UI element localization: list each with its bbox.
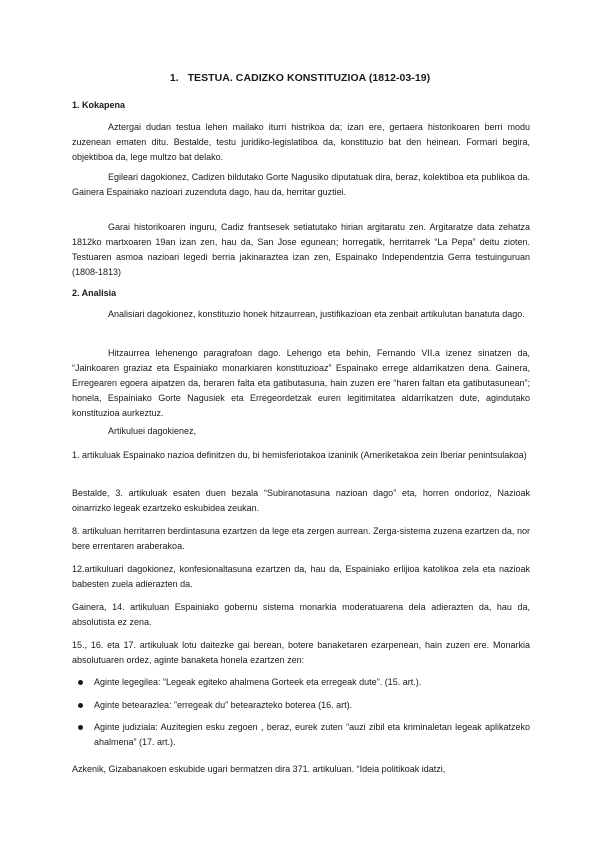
bullet-icon (78, 725, 83, 730)
paragraph: Garai historikoaren inguru, Cadiz frantsesek setiatutako hirian argitaratu zen. Argitaratze data zehatza 1812ko martxoaren 19an izan zen, hau da, San Jose egunean; horregatik, herritarrek “La Pepa” deitu zioten. Testuaren asmoa nazioari legedi berria jakinaraztea izan zen, Espainako Independentzia Gerra testuinguruan (1808-1813) (72, 222, 530, 277)
list-item-text: Aginte betearazlea: ”erregeak du” betearazteko boterea (16. art). (94, 700, 353, 710)
paragraph: Bestalde, 3. artikuluak esaten duen bezala “Subiranotasuna nazioan dago” eta, horren ondorioz, Nazioak oinarrizko legeak ezartzeko eskubidea zeukan. (72, 488, 530, 513)
paragraph: 12.artikuluari dagokionez, konfesionaltasuna ezartzen da, hau da, Espainiako erlijioa katolikoa zela eta nazioak babesten zuela adierazten da. (72, 564, 530, 589)
list-item-text: Aginte judiziala: Auzitegien esku zegoen , beraz, eurek zuten “auzi zibil eta kriminaletan legeak aplikatzeko ahalmena” (17. art.). (94, 722, 530, 747)
bullet-icon (78, 703, 83, 708)
paragraph: Azkenik, Gizabanakoen eskubide ugari bermatzen dira 371. artikuluan. “Ideia politikoak idatzi, (72, 764, 446, 774)
paragraph: 15., 16. eta 17. artikuluak lotu daitezke gai berean, botere banaketaren ezarpenean, hain zuzen ere. Monarkia absolutuaren ordez, aginte banaketa honela ezartzen zen: (72, 640, 530, 665)
paragraph: Aztergai dudan testua lehen mailako iturri histrikoa da; izan ere, gertaera historikoaren berri modu zuzenean ematen ditu. Bestalde, testu juridiko-legislatiboa da, konstituzio bat den heinean. Formari begira, objektiboa da, lege multzo bat delako. (72, 122, 530, 162)
paragraph: Artikuluei dagokienez, (108, 426, 197, 436)
list-item (94, 720, 530, 750)
section-heading-kokapena: 1. Kokapena (72, 100, 126, 110)
list-item-text: Aginte legegilea: “Legeak egiteko ahalmena Gorteek eta erregeak dute”. (15. art.). (94, 677, 422, 687)
paragraph: Gainera, 14. artikuluan Espainiako gobernu sistema monarkia moderatuarena dela adierazten da, hau da, absolutista ez zena. (72, 602, 530, 627)
paragraph: Hitzaurrea lehenengo paragrafoan dago. Lehengo eta behin, Fernando VII.a izenez sinatzen da, “Jainkoaren graziaz eta Espainiako monarkiaren konstituzioaz” Espainako erregе aldarrikatzen dena. Gainera, Erregearen egoera aipatzen da, beraren falta eta gatibutasuna, hain zuzen ere “haren faltan eta gatibutasunean”; honela, Espainiako Gorte Nagusiek eta Erregeordetzak euren legitimitatea aldarrikatzen dute, agindutako konstituzioa aurkeztuz. (72, 348, 530, 418)
document-title: 1. TESTUA. CADIZKO KONSTITUZIOA (1812-03-19) (169, 72, 431, 84)
paragraph: 8. artikuluan herritarren berdintasuna ezartzen da lege eta zergen aurrean. Zerga-sistema zuzena ezartzen da, nor bere errentaren araberakoa. (72, 526, 530, 551)
paragraph: Analisiari dagokionez, konstituzio honek hitzaurrean, justifikazioan eta zenbait artikulutan banatuta dago. (108, 309, 525, 319)
paragraph: 1. artikuluak Espainako nazioa definitzen du, bi hemisferiotakoa izaninik (Ameriketakoa zein Iberiar penintsulakoa) (72, 450, 527, 460)
list-item (94, 675, 530, 690)
paragraph: Egileari dagokionez, Cadizen bildutako Gorte Nagusiko diputatuak dira, beraz, kolektiboa eta publikoa da. Gainera Espainako nazioari zuzenduta dago, hau da, herritar guztiei. (72, 172, 530, 197)
list-item (94, 698, 530, 713)
section-heading-analisia: 2. Analisia (72, 288, 117, 298)
bullet-icon (78, 680, 83, 685)
